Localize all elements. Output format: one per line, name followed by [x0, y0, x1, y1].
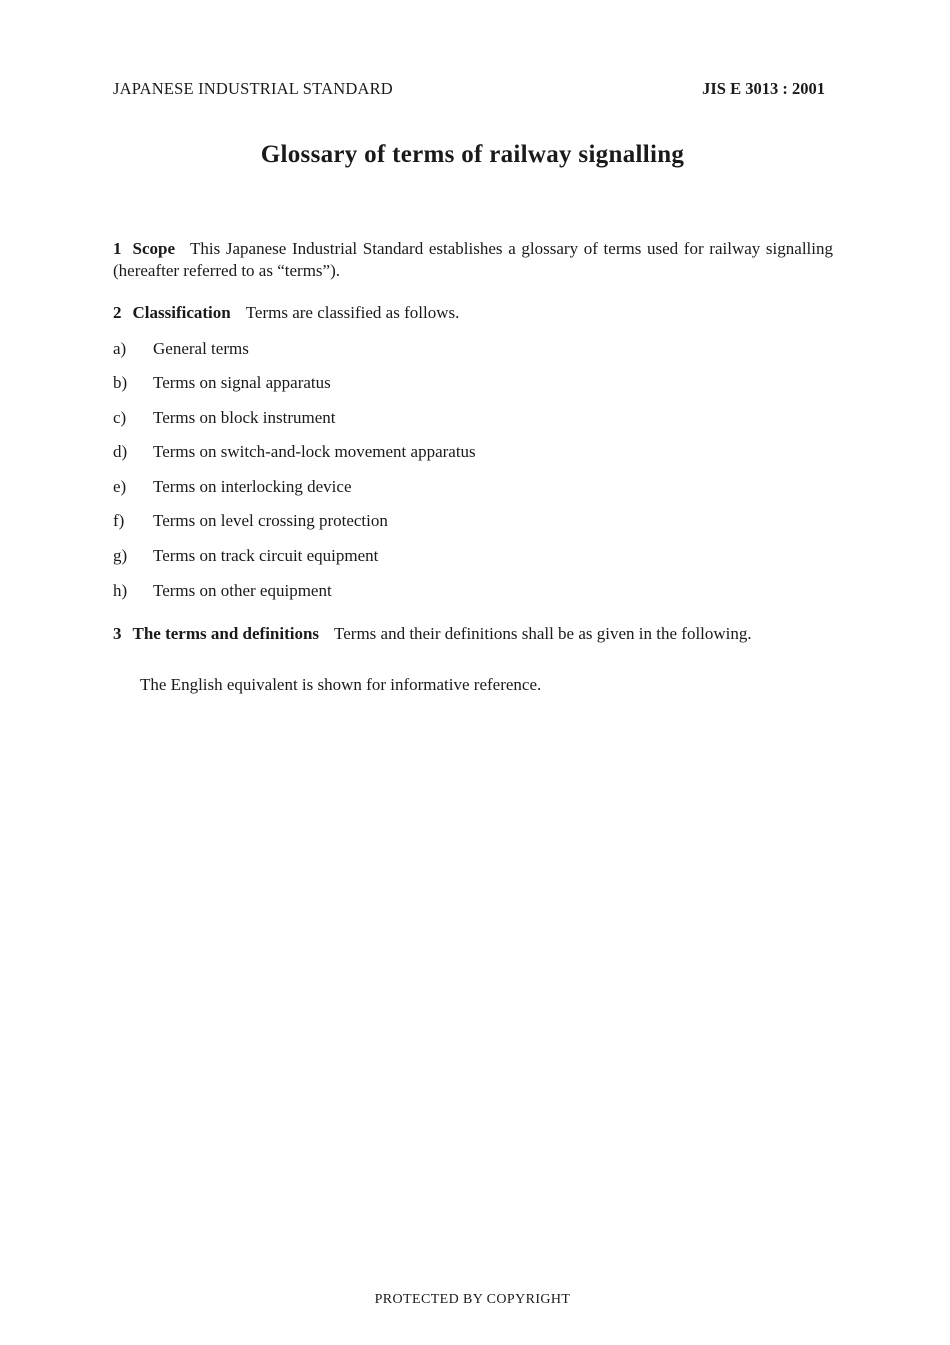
list-item [113, 510, 388, 531]
informative-note: The English equivalent is shown for informative reference. [140, 675, 542, 694]
list-text: Terms on track circuit equipment [153, 546, 379, 565]
section-classification [113, 302, 833, 324]
list-marker: h) [113, 581, 128, 600]
standard-label: JAPANESE INDUSTRIAL STANDARD [113, 79, 393, 98]
list-marker: g) [113, 546, 128, 565]
list-item [113, 407, 335, 428]
section-scope [113, 238, 833, 281]
list-text: General terms [153, 339, 249, 358]
list-marker: f) [113, 511, 125, 530]
document-title: Glossary of terms of railway signalling [260, 141, 685, 168]
list-item [113, 545, 378, 566]
list-item [113, 338, 249, 359]
section-text: Terms are classified as follows. [245, 303, 460, 322]
list-item [113, 372, 331, 393]
section-heading: The terms and definitions [132, 624, 320, 643]
list-marker: b) [113, 373, 128, 392]
list-text: Terms on signal apparatus [153, 373, 331, 392]
list-marker: e) [113, 477, 127, 496]
section-text: Terms and their definitions shall be as given in the following. [334, 624, 752, 643]
section-number: 1 [113, 239, 122, 258]
list-text: Terms on other equipment [153, 581, 332, 600]
standard-number: JIS E 3013 : 2001 [702, 79, 825, 98]
list-item [113, 476, 352, 497]
list-marker: c) [113, 408, 127, 427]
section-number: 2 [113, 303, 122, 322]
list-marker: d) [113, 442, 128, 461]
section-heading: Classification [132, 303, 231, 322]
section-text: This Japanese Industrial Standard establishes a glossary of terms used for railway signalling (hereafter referred to as “terms”). [113, 239, 833, 280]
list-item [113, 580, 332, 601]
section-heading: Scope [132, 239, 175, 258]
section-number: 3 [113, 624, 122, 643]
list-text: Terms on interlocking device [153, 477, 352, 496]
copyright-footer: PROTECTED BY COPYRIGHT [374, 1292, 571, 1307]
list-text: Terms on block instrument [153, 408, 336, 427]
list-marker: a) [113, 339, 127, 358]
list-text: Terms on switch-and-lock movement apparatus [153, 442, 476, 461]
section-definitions [113, 623, 833, 645]
list-text: Terms on level crossing protection [153, 511, 388, 530]
list-item [113, 441, 476, 462]
